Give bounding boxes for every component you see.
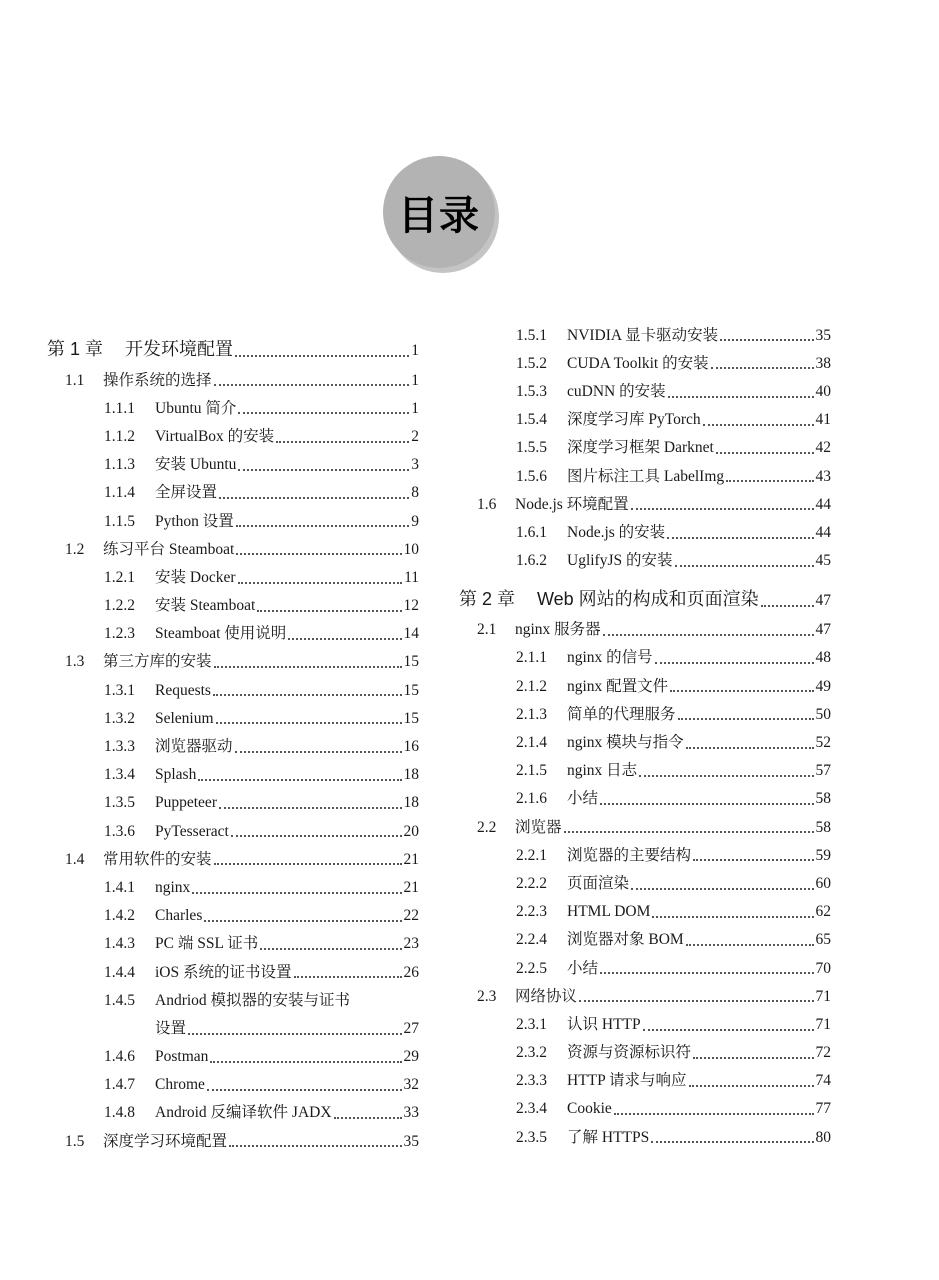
page-number: 62 [815,903,831,921]
entry-number: 1.5.4 [516,411,547,429]
page-number: 20 [403,822,419,840]
page-number: 33 [403,1104,419,1122]
toc-chapter-entry[interactable] [47,331,419,365]
dot-leader [631,888,813,890]
page-number: 35 [403,1132,419,1150]
page-number: 15 [403,709,419,727]
toc-section-entry[interactable] [47,365,419,393]
entry-number: 1.1.5 [104,512,135,530]
entry-number: 1.5.2 [516,354,547,372]
page-number: 1 [411,399,419,417]
page-number: 60 [815,874,831,892]
entry-title: Puppeteer [155,794,217,812]
toc-subsection-entry[interactable] [459,727,831,755]
entry-title: cuDNN 的安装 [567,382,666,400]
dot-leader [761,605,814,607]
dot-leader [219,807,402,809]
entry-number: 2.3.3 [516,1072,547,1090]
entry-number: 1.6.2 [516,552,547,570]
page-number: 1 [411,371,419,389]
toc-section-entry[interactable] [47,1126,419,1154]
toc-subsection-entry[interactable] [459,756,831,784]
entry-number: 2.3.2 [516,1044,547,1062]
page-number: 9 [411,512,419,530]
dot-leader [238,582,403,584]
page-number: 15 [403,681,419,699]
entry-title-continuation: 设置 [155,1019,187,1037]
entry-title: Requests [155,681,211,699]
dot-leader [288,638,401,640]
toc-subsection-entry[interactable] [47,562,419,590]
dot-leader [260,948,401,950]
toc-subsection-entry[interactable] [47,393,419,421]
entry-number: 2.3.4 [516,1100,547,1118]
entry-title: HTTP 请求与响应 [567,1072,687,1090]
dot-leader [238,412,409,414]
entry-number: 1.1.2 [104,427,135,445]
entry-number: 2.1.1 [516,649,547,667]
entry-title: 安装 Docker [155,568,236,586]
toc-subsection-entry[interactable] [47,1042,419,1070]
entry-title: Cookie [567,1100,612,1118]
page-number: 71 [815,987,831,1005]
entry-title: Selenium [155,709,214,727]
toc-subsection-entry[interactable] [459,433,831,461]
page-number: 57 [815,762,831,780]
page-number: 11 [404,568,419,586]
entry-number: 2.1.3 [516,705,547,723]
toc-subsection-entry[interactable] [459,925,831,953]
dot-leader [631,508,814,510]
entry-title: 图片标注工具 LabelImg [567,467,725,485]
page-number: 41 [815,411,831,429]
page-number: 32 [403,1076,419,1094]
dot-leader [210,1061,401,1063]
toc-subsection-entry[interactable] [459,953,831,981]
page-number: 74 [815,1072,831,1090]
dot-leader [703,424,814,426]
page-number: 2 [411,427,419,445]
entry-number: 2.1.5 [516,762,547,780]
entry-title: iOS 系统的证书设置 [155,963,292,981]
page-number: 18 [403,794,419,812]
page-number: 71 [815,1015,831,1033]
dot-leader [651,1141,813,1143]
chapter-spacer [459,574,831,581]
entry-number: 1.4.6 [104,1048,135,1066]
page-number: 48 [815,649,831,667]
entry-number: 1.5 [65,1132,85,1150]
toc-subsection-continuation[interactable] [47,1013,419,1041]
dot-leader [693,1057,813,1059]
toc-subsection-entry[interactable] [459,897,831,925]
dot-leader [214,863,402,865]
page-title: 目录 [398,192,480,239]
dot-leader [668,396,814,398]
entry-number: 1.4.2 [104,907,135,925]
dot-leader [564,831,814,833]
page-number: 50 [815,705,831,723]
page-number: 47 [815,592,831,610]
dot-leader [238,469,409,471]
entry-title: CUDA Toolkit 的安装 [567,354,709,372]
dot-leader [204,920,401,922]
entry-number: 1.4 [65,850,85,868]
entry-number: 2.3.1 [516,1015,547,1033]
dot-leader [686,747,814,749]
toc-subsection-entry[interactable] [47,506,419,534]
dot-leader [643,1029,814,1031]
entry-number: 2.2.3 [516,903,547,921]
dot-leader [214,384,410,386]
entry-number: 1.4.3 [104,935,135,953]
toc-subsection-entry[interactable] [47,929,419,957]
page-number: 80 [815,1128,831,1146]
toc-column-right [459,320,831,1150]
page-number: 38 [815,354,831,372]
entry-title: 认识 HTTP [567,1015,641,1033]
entry-title: Steamboat 使用说明 [155,625,287,643]
page-number: 47 [815,621,831,639]
dot-leader [229,1145,401,1147]
entry-number: 1.2.3 [104,625,135,643]
entry-number: 1.3.3 [104,738,135,756]
toc-section-entry[interactable] [459,489,831,517]
dot-leader [670,690,813,692]
dot-leader [334,1117,402,1119]
dot-leader [219,497,409,499]
page-number: 3 [411,456,419,474]
page-number: 44 [815,495,831,513]
toc-section-entry[interactable] [459,615,831,643]
toc-subsection-entry[interactable] [47,731,419,759]
page-number: 58 [815,790,831,808]
page-number: 8 [411,484,419,502]
entry-title: Node.js 环境配置 [515,495,629,513]
dot-leader [207,1089,402,1091]
entry-number: 2.2.4 [516,931,547,949]
entry-number: 1.2 [65,540,85,558]
page-number: 22 [403,907,419,925]
entry-number: 1.1 [65,371,85,389]
toc-section-entry[interactable] [47,844,419,872]
entry-title: Web 网站的构成和页面渲染 [537,589,759,610]
dot-leader [235,355,409,357]
entry-title: 全屏设置 [155,484,218,502]
toc-subsection-entry[interactable] [459,1094,831,1122]
entry-title: 浏览器对象 BOM [567,931,684,949]
entry-number: 1.3.1 [104,681,135,699]
toc-subsection-entry[interactable] [47,675,419,703]
entry-title: 安装 Steamboat [155,597,256,615]
dot-leader [693,859,813,861]
toc-section-entry[interactable] [47,647,419,675]
entry-number: 第 2 章 [459,589,516,610]
entry-number: 2.2 [477,818,497,836]
toc-subsection-entry[interactable] [47,788,419,816]
toc-subsection-entry[interactable] [47,901,419,929]
page-number: 43 [815,467,831,485]
entry-number: 1.6.1 [516,523,547,541]
toc-column-left [47,331,419,1154]
dot-leader [214,666,402,668]
entry-title: PC 端 SSL 证书 [155,935,259,953]
entry-title: nginx [155,878,191,896]
dot-leader [192,892,401,894]
page-number: 35 [815,326,831,344]
page-number: 1 [411,342,419,360]
entry-number: 1.6 [477,495,497,513]
toc-section-entry[interactable] [47,534,419,562]
toc-subsection-entry[interactable] [459,461,831,489]
dot-leader [686,944,814,946]
dot-leader [236,525,409,527]
entry-title: 深度学习框架 Darknet [567,439,714,457]
entry-title: Ubuntu 简介 [155,399,237,417]
entry-title: 深度学习环境配置 [103,1132,228,1150]
heading-badge [383,156,495,268]
toc-subsection-entry[interactable] [47,478,419,506]
toc-subsection-entry[interactable] [47,421,419,449]
entry-title: 浏览器的主要结构 [567,846,692,864]
toc-subsection-entry[interactable] [47,816,419,844]
entry-title: VirtualBox 的安装 [155,427,275,445]
entry-title: Andriod 模拟器的安装与证书 [155,991,351,1009]
page-number: 21 [403,850,419,868]
entry-title: 深度学习库 PyTorch [567,411,701,429]
page-number: 45 [815,552,831,570]
entry-number: 1.1.1 [104,399,135,417]
dot-leader [639,775,813,777]
entry-title: 了解 HTTPS [567,1128,650,1146]
entry-title: 网络协议 [515,987,578,1005]
entry-number: 1.5.3 [516,382,547,400]
toc-subsection-entry[interactable] [47,450,419,478]
toc-subsection-entry[interactable] [459,348,831,376]
entry-number: 1.5.1 [516,326,547,344]
dot-leader [188,1033,401,1035]
toc-subsection-entry[interactable] [459,671,831,699]
entry-number: 2.1.4 [516,734,547,752]
entry-number: 1.4.8 [104,1104,135,1122]
page-number: 27 [403,1019,419,1037]
entry-number: 2.1 [477,621,497,639]
entry-title: 小结 [567,790,599,808]
page-number: 14 [403,625,419,643]
entry-number: 1.2.2 [104,597,135,615]
dot-leader [675,565,814,567]
page-number: 70 [815,959,831,977]
toc-subsection-entry[interactable] [459,517,831,545]
dot-leader [614,1113,814,1115]
dot-leader [600,803,813,805]
toc-subsection-entry[interactable] [459,405,831,433]
dot-leader [726,480,813,482]
entry-number: 1.1.3 [104,456,135,474]
entry-title: nginx 服务器 [515,621,601,639]
dot-leader [294,976,402,978]
page-number: 12 [403,597,419,615]
page-number: 58 [815,818,831,836]
toc-subsection-entry[interactable] [47,957,419,985]
page-number: 59 [815,846,831,864]
page-number: 16 [403,738,419,756]
entry-number: 1.5.5 [516,439,547,457]
entry-number: 2.1.2 [516,677,547,695]
entry-number: 1.3.5 [104,794,135,812]
entry-number: 1.4.7 [104,1076,135,1094]
entry-number: 2.1.6 [516,790,547,808]
entry-number: 2.2.5 [516,959,547,977]
page-number: 15 [403,653,419,671]
dot-leader [236,553,401,555]
entry-title: NVIDIA 显卡驱动安装 [567,326,719,344]
entry-title: 浏览器 [515,818,562,836]
entry-title: Splash [155,766,197,784]
entry-title: nginx 模块与指令 [567,734,684,752]
page-number: 10 [403,540,419,558]
dot-leader [198,779,401,781]
entry-title: UglifyJS 的安装 [567,552,673,570]
toc-subsection-entry[interactable] [47,985,419,1013]
toc-subsection-entry[interactable] [47,591,419,619]
entry-title: Chrome [155,1076,205,1094]
toc-subsection-entry[interactable] [459,699,831,727]
toc-section-entry[interactable] [459,812,831,840]
toc-subsection-entry[interactable] [459,643,831,671]
entry-number: 1.1.4 [104,484,135,502]
toc-subsection-entry[interactable] [459,1122,831,1150]
dot-leader [600,972,813,974]
dot-leader [579,1000,813,1002]
entry-title: 练习平台 Steamboat [103,540,235,558]
page-number: 44 [815,523,831,541]
dot-leader [216,722,402,724]
entry-title: 第三方库的安装 [103,653,212,671]
entry-number: 1.3.6 [104,822,135,840]
dot-leader [213,694,402,696]
entry-title: 资源与资源标识符 [567,1044,692,1062]
dot-leader [652,916,813,918]
entry-number: 第 1 章 [47,339,104,360]
dot-leader [716,452,814,454]
page-number: 21 [403,878,419,896]
entry-title: nginx 的信号 [567,649,653,667]
page-number: 52 [815,734,831,752]
entry-number: 1.3.2 [104,709,135,727]
entry-number: 1.4.4 [104,963,135,981]
dot-leader [667,537,813,539]
page-number: 26 [403,963,419,981]
dot-leader [276,441,409,443]
toc-subsection-entry[interactable] [47,619,419,647]
page-number: 29 [403,1048,419,1066]
page-number: 77 [815,1100,831,1118]
entry-title: nginx 配置文件 [567,677,669,695]
entry-number: 1.4.1 [104,878,135,896]
entry-title: 浏览器驱动 [155,738,233,756]
entry-title: 小结 [567,959,599,977]
entry-number: 1.3 [65,653,85,671]
toc-subsection-entry[interactable] [459,546,831,574]
entry-title: Android 反编译软件 JADX [155,1104,332,1122]
page-number: 42 [815,439,831,457]
page-number: 49 [815,677,831,695]
toc-subsection-entry[interactable] [47,703,419,731]
toc-subsection-entry[interactable] [47,1098,419,1126]
entry-title: nginx 日志 [567,762,638,780]
entry-number: 1.5.6 [516,467,547,485]
entry-title: Python 设置 [155,512,234,530]
page-number: 72 [815,1044,831,1062]
entry-number: 1.2.1 [104,568,135,586]
dot-leader [235,751,402,753]
toc-subsection-entry[interactable] [459,1066,831,1094]
page-number: 18 [403,766,419,784]
entry-number: 2.3.5 [516,1128,547,1146]
toc-subsection-entry[interactable] [459,376,831,404]
dot-leader [720,339,813,341]
toc-chapter-entry[interactable] [459,581,831,615]
toc-subsection-entry[interactable] [459,840,831,868]
entry-title: 页面渲染 [567,874,630,892]
toc-subsection-entry[interactable] [47,872,419,900]
entry-title: HTML DOM [567,903,651,921]
dot-leader [711,367,814,369]
toc-subsection-entry[interactable] [459,320,831,348]
dot-leader [655,662,814,664]
entry-number: 1.4.5 [104,991,135,1009]
toc-subsection-entry[interactable] [459,784,831,812]
dot-leader [603,634,814,636]
toc-subsection-entry[interactable] [47,1070,419,1098]
entry-number: 1.3.4 [104,766,135,784]
page-number: 23 [403,935,419,953]
toc-subsection-entry[interactable] [459,868,831,896]
entry-title: Node.js 的安装 [567,523,666,541]
entry-title: 常用软件的安装 [103,850,212,868]
page-number: 40 [815,382,831,400]
entry-title: Postman [155,1048,209,1066]
entry-number: 2.2.2 [516,874,547,892]
toc-subsection-entry[interactable] [459,1038,831,1066]
entry-title: PyTesseract [155,822,229,840]
toc-section-entry[interactable] [459,981,831,1009]
toc-subsection-entry[interactable] [47,760,419,788]
entry-title: 安装 Ubuntu [155,456,237,474]
toc-subsection-entry[interactable] [459,1009,831,1037]
entry-number: 2.3 [477,987,497,1005]
entry-title: Charles [155,907,203,925]
entry-number: 2.2.1 [516,846,547,864]
dot-leader [689,1085,814,1087]
entry-title: 简单的代理服务 [567,705,676,723]
entry-title: 操作系统的选择 [103,371,212,389]
page-number: 65 [815,931,831,949]
entry-title: 开发环境配置 [125,339,233,360]
dot-leader [257,610,401,612]
dot-leader [231,835,402,837]
dot-leader [678,718,814,720]
